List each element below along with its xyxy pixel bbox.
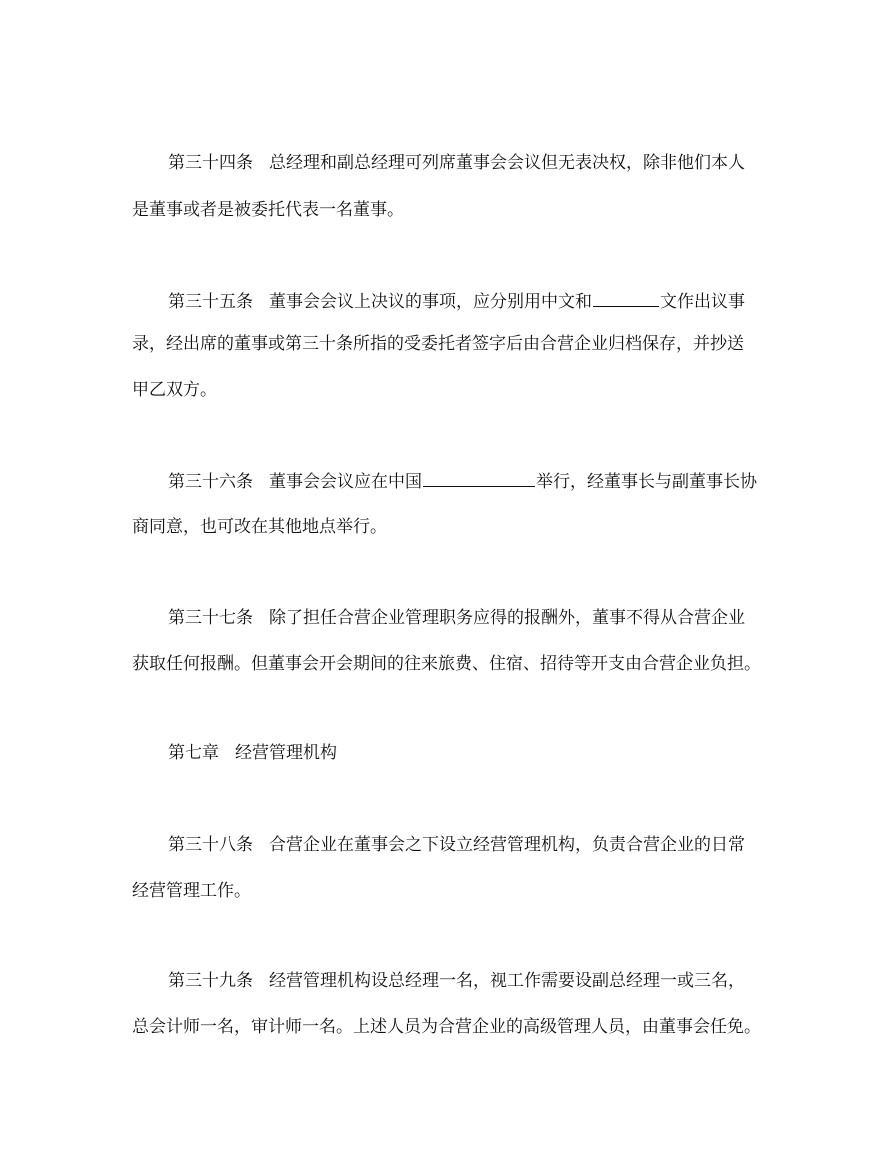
article-37-number: 第三十七条 (168, 608, 253, 628)
article-36-text-1b: 举行，经董事长与副董事长协 (536, 472, 757, 492)
article-38-number: 第三十八条 (168, 835, 253, 855)
article-36-text-2: 商同意，也可改在其他地点举行。 (132, 517, 387, 537)
article-35-text-1b: 文作出议事 (660, 292, 745, 312)
chapter-7-heading (168, 742, 337, 764)
location-blank (423, 470, 535, 487)
article-34-text-2: 是董事或者是被委托代表一名董事。 (132, 200, 404, 220)
article-34-text-1: 总经理和副总经理可列席董事会会议但无表决权，除非他们本人 (269, 153, 745, 173)
article-37-text-2: 获取任何报酬。但董事会开会期间的往来旅费、住宿、招待等开支由合营企业负担。 (132, 654, 761, 674)
article-34-line-1 (168, 152, 745, 174)
article-39-text-1: 经营管理机构设总经理一名，视工作需要设副总经理一或三名， (269, 971, 745, 991)
article-35-line-1 (168, 290, 745, 312)
article-35-text-2: 录，经出席的董事或第三十条所指的受委托者签字后由合营企业归档保存，并抄送 (132, 334, 744, 354)
article-37-line-1 (168, 607, 745, 629)
article-38-line-1 (168, 834, 745, 856)
article-36-line-1 (168, 470, 757, 492)
article-34-number: 第三十四条 (168, 153, 253, 173)
article-35-line-2 (132, 333, 744, 355)
article-38-text-2: 经营管理工作。 (132, 881, 251, 901)
article-37-text-1: 除了担任合营企业管理职务应得的报酬外，董事不得从合营企业 (269, 608, 745, 628)
article-38-text-1: 合营企业在董事会之下设立经营管理机构，负责合营企业的日常 (269, 835, 745, 855)
language-blank (593, 290, 659, 307)
article-36-line-2 (132, 516, 387, 538)
article-38-line-2 (132, 880, 251, 902)
chapter-7-title: 经营管理机构 (235, 743, 337, 763)
article-34-line-2 (132, 199, 404, 221)
article-39-number: 第三十九条 (168, 971, 253, 991)
article-35-line-3 (132, 379, 217, 401)
article-35-text-1a: 董事会会议上决议的事项，应分别用中文和 (269, 292, 592, 312)
article-39-text-2: 总会计师一名，审计师一名。上述人员为合营企业的高级管理人员，由董事会任免。 (132, 1017, 761, 1037)
article-36-number: 第三十六条 (168, 472, 253, 492)
article-36-text-1a: 董事会会议应在中国 (269, 472, 422, 492)
article-35-text-3: 甲乙双方。 (132, 380, 217, 400)
article-39-line-1 (168, 970, 745, 992)
article-35-number: 第三十五条 (168, 292, 253, 312)
article-39-line-2 (132, 1016, 761, 1038)
article-37-line-2 (132, 653, 761, 675)
chapter-7-number: 第七章 (168, 743, 219, 763)
